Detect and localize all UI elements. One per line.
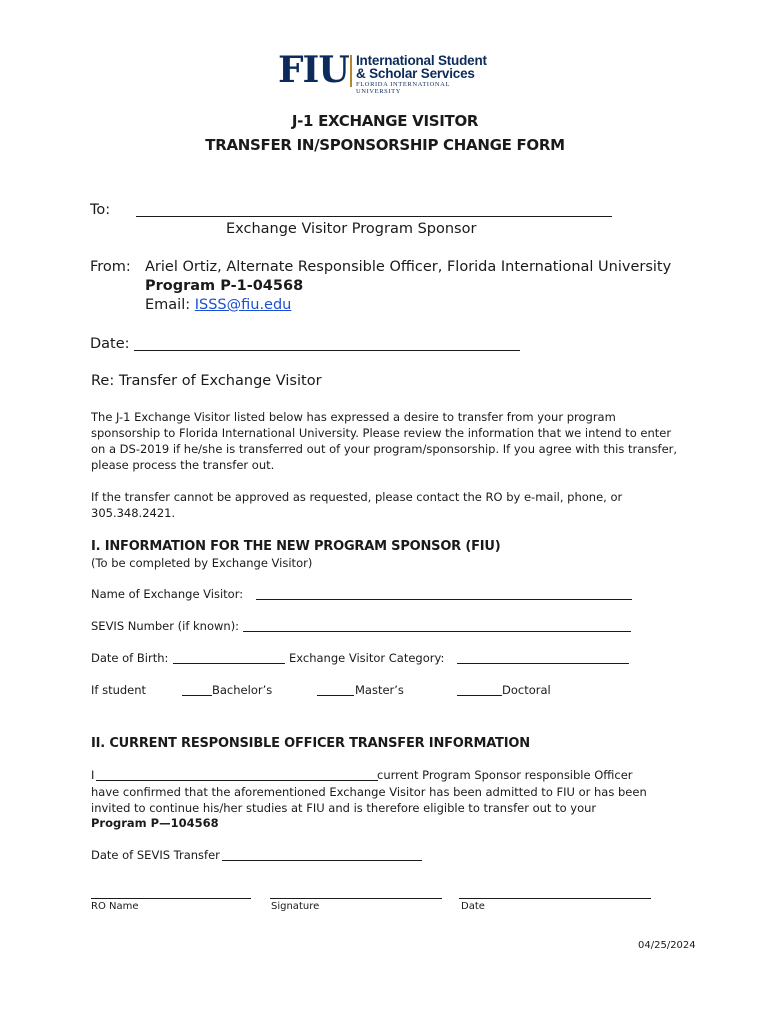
- officer-prefix: I: [91, 768, 95, 782]
- to-blank-line[interactable]: [136, 216, 612, 217]
- fiu-logo: [278, 49, 493, 95]
- signature-date-field[interactable]: [459, 898, 651, 899]
- transfer-date-field[interactable]: [222, 860, 422, 861]
- section-1-subheading: (To be completed by Exchange Visitor): [91, 556, 313, 570]
- officer-program: Program P—104568: [91, 816, 219, 830]
- from-email-label: Email:: [145, 297, 195, 313]
- category-field[interactable]: [457, 663, 629, 664]
- dob-field[interactable]: [173, 663, 285, 664]
- intro-paragraph: The J-1 Exchange Visitor listed below has expressed a desire to transfer from your program sponsorship to Florida International University. Please review the information that we intend to enter on a DS-2019 if he/she is transferred out of your program/sponsorship. If you agree with this transfer, please process the transfer out.: [91, 410, 678, 472]
- date-blank-line[interactable]: [134, 350, 520, 351]
- to-label: To:: [90, 202, 111, 218]
- transfer-date-label: Date of SEVIS Transfer: [91, 848, 220, 862]
- from-name: Ariel Ortiz, Alternate Responsible Officer, Florida International University: [145, 259, 672, 275]
- officer-suffix: current Program Sponsor responsible Officer: [377, 768, 633, 782]
- section-1-heading: I. INFORMATION FOR THE NEW PROGRAM SPONSOR (FIU): [91, 539, 501, 554]
- masters-field[interactable]: [317, 695, 354, 696]
- section-2-heading: II. CURRENT RESPONSIBLE OFFICER TRANSFER INFORMATION: [91, 736, 530, 751]
- from-program: Program P-1-04568: [145, 278, 304, 294]
- logo-line-2: & Scholar Services: [356, 66, 475, 81]
- doctoral-label: Doctoral: [502, 683, 551, 697]
- signature-label: Signature: [271, 901, 320, 912]
- from-email-link[interactable]: ISSS@fiu.edu: [194, 297, 292, 313]
- to-caption: Exchange Visitor Program Sponsor: [226, 221, 477, 237]
- visitor-name-label: Name of Exchange Visitor:: [91, 587, 244, 601]
- ro-name-label: RO Name: [91, 901, 139, 912]
- logo-divider: [350, 55, 352, 87]
- re-line: Re: Transfer of Exchange Visitor: [91, 373, 322, 389]
- category-label: Exchange Visitor Category:: [289, 651, 445, 665]
- ro-name-field[interactable]: [91, 898, 251, 899]
- contact-paragraph: If the transfer cannot be approved as requested, please contact the RO by e-mail, phone, or 305.348.2421.: [91, 490, 623, 520]
- signature-date-label: Date: [461, 901, 485, 912]
- masters-label: Master’s: [355, 683, 404, 697]
- officer-body: have confirmed that the aforementioned Exchange Visitor has been admitted to FIU or has been invited to continue his/her studies at FIU and is therefore eligible to transfer out to your: [91, 785, 647, 815]
- doctoral-field[interactable]: [457, 695, 502, 696]
- form-title-line-2: TRANSFER IN/SPONSORSHIP CHANGE FORM: [205, 136, 565, 154]
- logo-line-3: FLORIDA INTERNATIONAL UNIVERSITY: [356, 81, 450, 95]
- sevis-number-field[interactable]: [243, 631, 631, 632]
- dob-label: Date of Birth:: [91, 651, 169, 665]
- logo-line-1: International Student: [356, 53, 487, 68]
- sevis-number-label: SEVIS Number (if known):: [91, 619, 240, 633]
- date-label: Date:: [90, 336, 130, 352]
- fiu-logo-mark: FIU: [278, 49, 349, 91]
- bachelors-field[interactable]: [182, 695, 212, 696]
- footer-date: 04/25/2024: [638, 940, 696, 951]
- visitor-name-field[interactable]: [256, 599, 632, 600]
- student-label: If student: [91, 683, 147, 697]
- form-title-line-1: J-1 EXCHANGE VISITOR: [291, 112, 479, 130]
- from-label: From:: [90, 259, 131, 275]
- signature-field[interactable]: [270, 898, 442, 899]
- from-email-row: [145, 297, 291, 313]
- bachelors-label: Bachelor’s: [212, 683, 273, 697]
- officer-name-field[interactable]: [96, 780, 378, 781]
